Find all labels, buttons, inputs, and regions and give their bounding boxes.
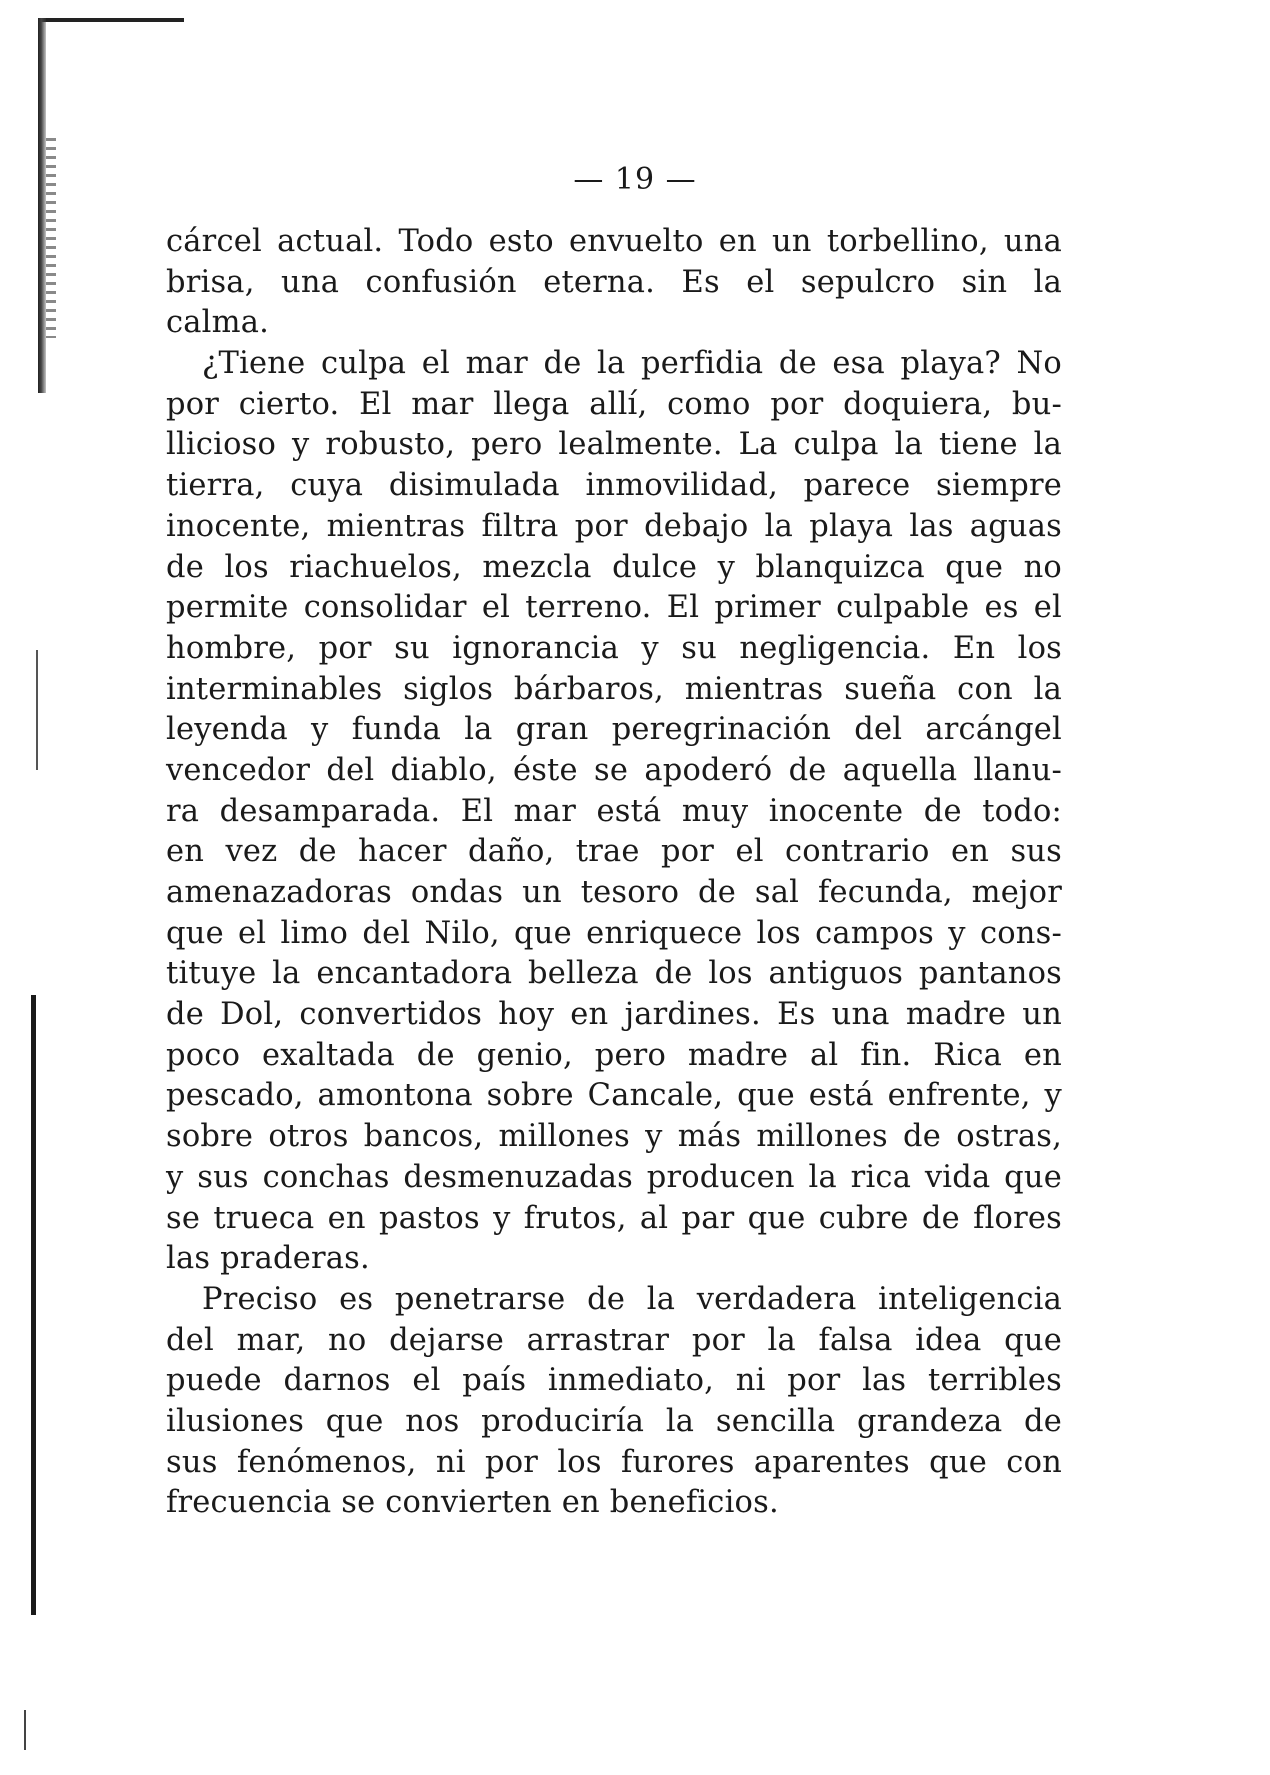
text-line: pescado, amontona sobre Cancale, que está enfrente, y (166, 1078, 1062, 1114)
text-line: inocente, mientras filtra por debajo la playa las aguas (166, 508, 1062, 544)
text-line: sobre otros bancos, millones y más millones de ostras, (166, 1119, 1062, 1155)
text-line: amenazadoras ondas un tesoro de sal fecunda, mejor (166, 875, 1062, 910)
text-line: en vez de hacer daño, trae por el contrario en sus (166, 834, 1062, 870)
text-line: interminables siglos bárbaros, mientras sueña con la (166, 671, 1062, 707)
body-text (166, 222, 1062, 1524)
text-line: cárcel actual. Todo esto envuelto en un torbellino, una (166, 224, 1062, 259)
text-line: puede darnos el país inmediato, ni por las terribles (166, 1363, 1062, 1399)
text-line: se trueca en pastos y frutos, al par que cubre de flores (166, 1200, 1062, 1236)
text-line: leyenda y funda la gran peregrinación del arcángel (166, 712, 1062, 748)
text-line: ilusiones que nos produciría la sencilla grandeza de (166, 1403, 1062, 1439)
text-line: poco exaltada de genio, pero madre al fin. Rica en (166, 1037, 1062, 1073)
text-line: por cierto. El mar llega allí, como por doquiera, bu- (166, 386, 1062, 422)
text-line: del mar, no dejarse arrastrar por la falsa idea que (166, 1322, 1062, 1358)
text-line: y sus conchas desmenuzadas producen la rica vida que (166, 1159, 1062, 1195)
scan-edge-top (38, 18, 184, 22)
scan-edge-left-upper (38, 18, 46, 393)
text-line: las praderas. (166, 1241, 370, 1277)
text-line: que el limo del Nilo, que enriquece los campos y cons- (166, 915, 1062, 951)
text-line: llicioso y robusto, pero lealmente. La culpa la tiene la (166, 427, 1062, 463)
text-line: tituye la encantadora belleza de los antiguos pantanos (166, 956, 1062, 992)
text-line: hombre, por su ignorancia y su negligencia. En los (166, 630, 1062, 666)
text-line: permite consolidar el terreno. El primer culpable es el (166, 590, 1062, 626)
text-line: tierra, cuya disimulada inmovilidad, parece siempre (166, 468, 1062, 504)
scan-edge-mark (24, 1710, 26, 1750)
text-line: de los riachuelos, mezcla dulce y blanquizca que no (166, 549, 1062, 585)
text-line: de Dol, convertidos hoy en jardines. Es una madre un (166, 997, 1062, 1033)
text-line: vencedor del diablo, éste se apoderó de aquella llanu- (166, 752, 1062, 788)
scan-edge-left-lower (31, 995, 36, 1615)
text-line: ¿Tiene culpa el mar de la perfidia de esa playa? No (202, 346, 1062, 382)
text-line: calma. (166, 305, 270, 341)
text-line: frecuencia se convierten en beneficios. (166, 1485, 779, 1521)
scan-edge-mark (36, 650, 38, 770)
text-line: Preciso es penetrarse de la verdadera inteligencia (202, 1281, 1062, 1317)
page-number: — 19 — (573, 162, 697, 197)
text-line: ra desamparada. El mar está muy inocente de todo: (166, 793, 1062, 829)
text-line: sus fenómenos, ni por los furores aparentes que con (166, 1444, 1062, 1480)
text-line: brisa, una confusión eterna. Es el sepulcro sin la (166, 264, 1062, 300)
